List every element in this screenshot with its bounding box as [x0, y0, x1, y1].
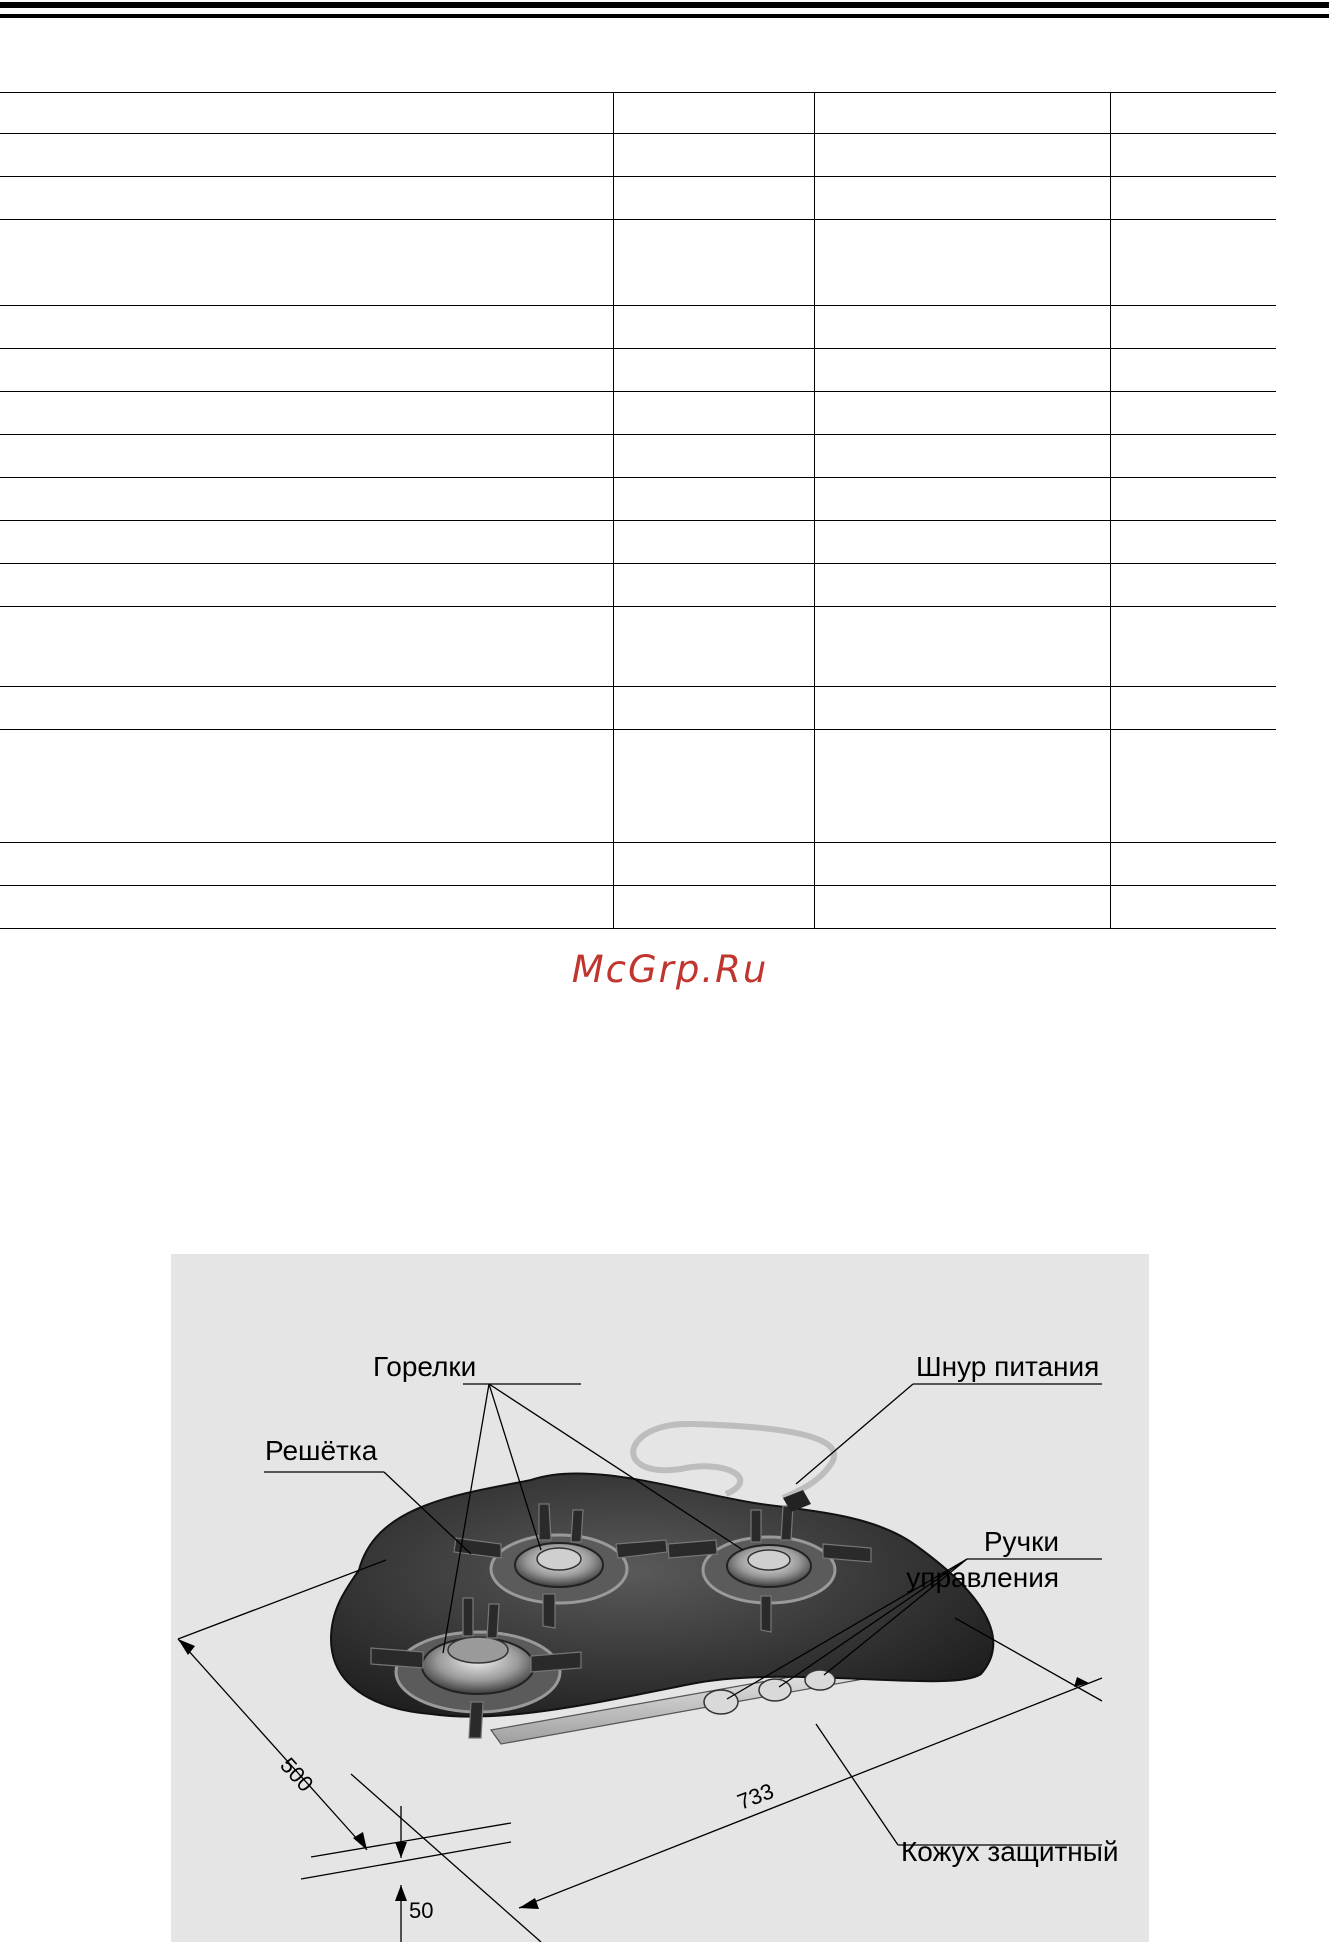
table-cell — [0, 478, 613, 521]
table-cell — [613, 730, 814, 843]
table-row — [0, 349, 1276, 392]
table-cell — [0, 607, 613, 687]
table-cell — [814, 349, 1110, 392]
table-cell — [613, 220, 814, 306]
table-cell — [0, 177, 613, 220]
table-cell — [0, 220, 613, 306]
table-cell — [613, 843, 814, 886]
table-row — [0, 843, 1276, 886]
table-cell — [1110, 435, 1276, 478]
table-cell — [613, 349, 814, 392]
table-cell — [814, 134, 1110, 177]
label-burners: Горелки — [373, 1351, 477, 1382]
table-cell — [814, 478, 1110, 521]
table-cell — [814, 177, 1110, 220]
table-cell — [0, 392, 613, 435]
table-row — [0, 134, 1276, 177]
burner-rear-right — [703, 1537, 835, 1603]
spec-table — [0, 92, 1276, 929]
table-cell — [1110, 177, 1276, 220]
table-row — [0, 306, 1276, 349]
table-row — [0, 435, 1276, 478]
table-row — [0, 521, 1276, 564]
watermark: McGrp.Ru — [571, 948, 769, 991]
table-cell — [1110, 564, 1276, 607]
table-cell — [814, 886, 1110, 929]
label-shield: Кожух защитный — [901, 1836, 1119, 1867]
table-cell — [0, 687, 613, 730]
table-cell — [1110, 134, 1276, 177]
table-cell — [1110, 93, 1276, 134]
dim-height: 50 — [409, 1898, 434, 1923]
table-cell — [814, 564, 1110, 607]
dim-depth: 500 — [275, 1752, 319, 1797]
table-cell — [613, 478, 814, 521]
label-power-cord: Шнур питания — [916, 1351, 1100, 1382]
table-cell — [613, 392, 814, 435]
table-cell — [613, 306, 814, 349]
table-cell — [1110, 687, 1276, 730]
table-cell — [1110, 730, 1276, 843]
table-cell — [814, 93, 1110, 134]
table-cell — [613, 521, 814, 564]
table-cell — [613, 607, 814, 687]
table-cell — [1110, 220, 1276, 306]
table-cell — [1110, 886, 1276, 929]
table-cell — [814, 521, 1110, 564]
table-cell — [0, 93, 613, 134]
label-grate: Решётка — [265, 1435, 378, 1466]
table-cell — [0, 306, 613, 349]
label-controls-line1: Ручки — [983, 1526, 1059, 1557]
table-cell — [613, 564, 814, 607]
label-controls-line2: управления — [906, 1562, 1059, 1593]
hob-diagram — [171, 1254, 1149, 1942]
table-cell — [1110, 349, 1276, 392]
table-row — [0, 177, 1276, 220]
table-cell — [613, 93, 814, 134]
table-cell — [1110, 843, 1276, 886]
table-cell — [814, 392, 1110, 435]
table-cell — [0, 134, 613, 177]
table-cell — [613, 177, 814, 220]
table-cell — [613, 435, 814, 478]
table-row — [0, 220, 1276, 306]
table-cell — [0, 435, 613, 478]
table-row — [0, 392, 1276, 435]
table-cell — [1110, 607, 1276, 687]
table-row — [0, 886, 1276, 929]
table-cell — [814, 687, 1110, 730]
table-row — [0, 607, 1276, 687]
dim-width: 733 — [733, 1778, 778, 1815]
table-row — [0, 687, 1276, 730]
table-cell — [0, 349, 613, 392]
table-cell — [814, 306, 1110, 349]
table-cell — [613, 134, 814, 177]
table-cell — [613, 687, 814, 730]
table-cell — [0, 521, 613, 564]
table-row — [0, 93, 1276, 134]
table-cell — [814, 435, 1110, 478]
table-cell — [0, 730, 613, 843]
burner-rear-left — [491, 1535, 627, 1603]
table-cell — [0, 564, 613, 607]
table-cell — [0, 843, 613, 886]
table-cell — [814, 843, 1110, 886]
hob-illustration — [171, 1254, 1149, 1942]
table-cell — [1110, 521, 1276, 564]
header-rule-thin — [0, 14, 1329, 18]
table-cell — [613, 886, 814, 929]
table-cell — [1110, 392, 1276, 435]
table-cell — [814, 220, 1110, 306]
table-cell — [0, 886, 613, 929]
table-cell — [1110, 306, 1276, 349]
table-row — [0, 564, 1276, 607]
table-row — [0, 478, 1276, 521]
table-cell — [814, 607, 1110, 687]
header-rule-thick — [0, 2, 1329, 8]
table-cell — [1110, 478, 1276, 521]
table-row — [0, 730, 1276, 843]
table-cell — [814, 730, 1110, 843]
